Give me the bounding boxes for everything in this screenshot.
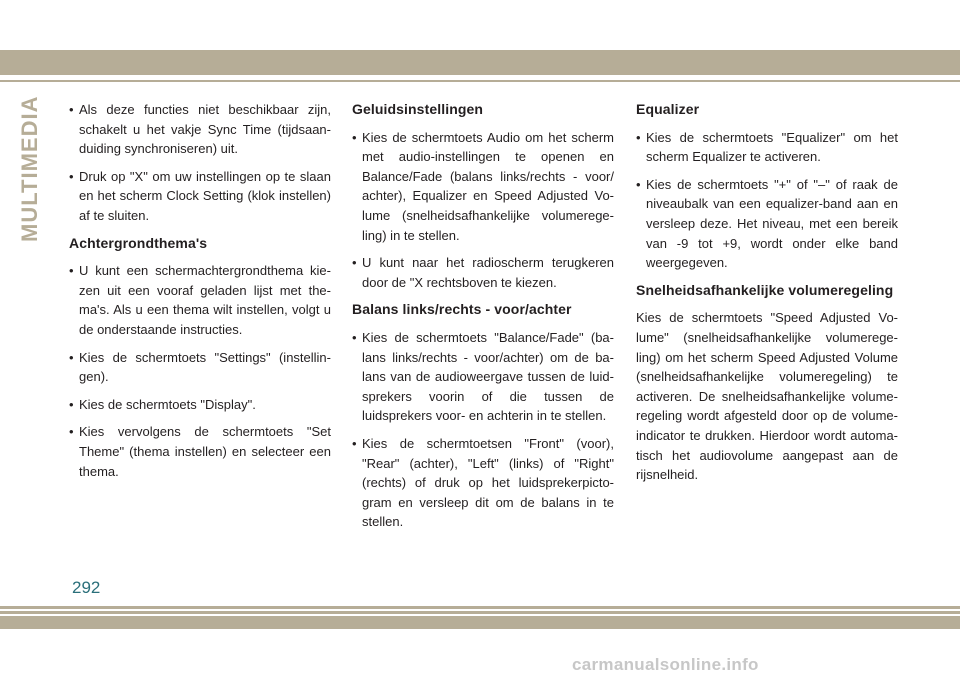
list-item: • Kies de schermtoets "Balance/Fade" (ba- lans links/rechts - voor/achter) om de ba- lans van de audioweergave tussen de luid- sprekers voorin of die tussen de luidsprekers voor- en achterin in te stellen. xyxy=(352,328,614,426)
section-heading-balance-fade: Balans links/rechts - voor/achter xyxy=(352,301,572,318)
list-item: • U kunt naar het radioscherm terugkeren door de "X rechtsboven te kiezen. xyxy=(352,253,614,292)
section-tab-label: MULTIMEDIA xyxy=(17,95,42,243)
intro-bullet-list xyxy=(69,100,331,226)
header-band xyxy=(0,50,960,75)
header-rule xyxy=(0,80,960,82)
list-item: • Druk op "X" om uw instellingen op te slaan en het scherm Clock Setting (klok instellen) af te sluiten. xyxy=(69,167,331,226)
list-item: • Kies vervolgens de schermtoets "Set Theme" (thema instellen) en selecteer een thema. xyxy=(69,422,331,481)
column-middle xyxy=(352,100,614,540)
themes-bullet-list xyxy=(69,261,331,481)
page-number: 292 xyxy=(72,578,101,597)
list-item: • Als deze functies niet beschikbaar zijn, schakelt u het vakje Sync Time (tijdsaan- duiding synchroniseren) uit. xyxy=(69,100,331,159)
list-item: • Kies de schermtoetsen "Front" (voor), "Rear" (achter), "Left" (links) of "Right" (rechts) of druk op het luidsprekerpicto- gram en versleep dit om de balans in te stellen. xyxy=(352,434,614,532)
column-right xyxy=(636,100,898,485)
list-item: • U kunt een schermachtergrondthema kie- zen uit een vooraf geladen lijst met the- ma's. Als u een thema wilt instellen, volgt u de onderstaande instructies. xyxy=(69,261,331,339)
section-heading-background-themes: Achtergrondthema's xyxy=(69,234,208,251)
footer-rule-top xyxy=(0,606,960,609)
balance-bullet-list xyxy=(352,328,614,532)
list-item: • Kies de schermtoets "Equalizer" om het scherm Equalizer te activeren. xyxy=(636,128,898,167)
section-heading-equalizer: Equalizer xyxy=(636,101,700,117)
column-left xyxy=(69,100,331,489)
list-item: • Kies de schermtoets "Settings" (instellin- gen). xyxy=(69,348,331,387)
section-heading-speed-adjusted-volume: Snelheidsafhankelijke volumeregeling xyxy=(636,281,894,298)
sound-bullet-list xyxy=(352,128,614,293)
watermark: carmanualsonline.info xyxy=(572,655,759,674)
speed-volume-paragraph: Kies de schermtoets "Speed Adjusted Vo- lume" (snelheidsafhankelijke volumerege- ling) om het scherm Speed Adjusted Volume (snelheidsafhankelijke volumeregeling) te activeren. De snelheidsafhankelijke volume- regeling wordt afgesteld door op de volume- indicator te drukken. Hierdoor wordt automa- tisch het audiovolume aangepast aan de rijsnelheid. xyxy=(636,310,898,483)
footer-band xyxy=(0,616,960,629)
section-heading-sound-settings: Geluidsinstellingen xyxy=(352,101,484,117)
list-item: • Kies de schermtoets "Display". xyxy=(69,395,331,415)
footer-rule-middle xyxy=(0,611,960,614)
equalizer-bullet-list xyxy=(636,128,898,273)
list-item: • Kies de schermtoets Audio om het scherm met audio-instellingen te openen en Balance/Fade (balans links/rechts - voor/ achter), Equalizer en Speed Adjusted Vo- lume (snelheidsafhankelijke volumerege- ling) in te stellen. xyxy=(352,128,614,246)
list-item: • Kies de schermtoets "+" of "–" of raak de niveaubalk van een equalizer-band aan en versleep deze. Het niveau, met een bereik van -9 tot +9, wordt onder elke band weergegeven. xyxy=(636,175,898,273)
